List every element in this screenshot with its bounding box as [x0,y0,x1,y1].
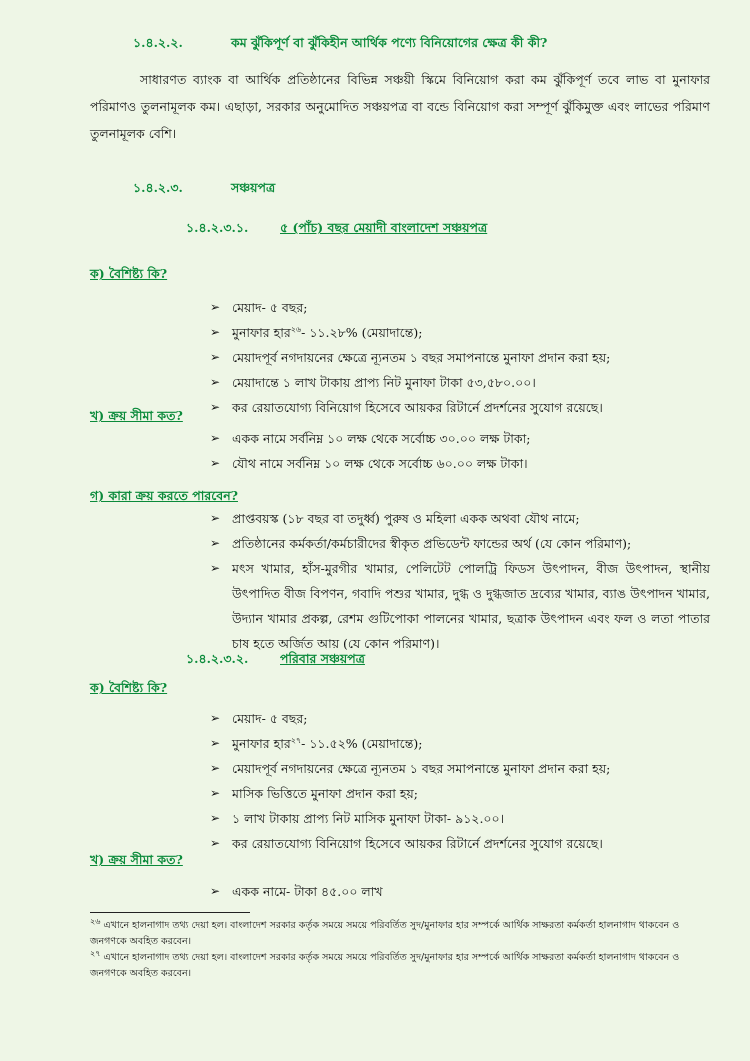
arrow-bullet-icon: ➢ [210,736,221,750]
list-item: ➢ যৌথ নামে সর্বনিম্ন ১০ লক্ষ থেকে সর্বোচ্চ ৬০.০০ লক্ষ টাকা। [210,451,710,476]
features-heading: ক) বৈশিষ্ট্য কি? [90,680,168,695]
list-item: ➢ প্রাপ্তবয়স্ক (১৮ বছর বা তদুর্ধ্ব) পুরুষ ও মহিলা একক অথবা যৌথ নামে; [210,506,710,531]
section-number: ১.৪.২.৩.১. [186,220,249,235]
section-heading-1-4-2-3 [133,180,433,198]
footnote-separator [90,912,250,913]
list-item: ➢ কর রেয়াতযোগ্য বিনিয়োগ হিসেবে আয়কর রিটার্নে প্রদর্শনের সুযোগ রয়েছে। [210,831,710,856]
footnote-mark: ২৬ [90,916,101,926]
footnote: $^{২৭}$ এখানে হালনাগাদ তথ্য দেয়া হল। বাংলাদেশ সরকার কর্তৃক সময়ে সময়ে পরিবর্তিত সুদ/মুনাফার হার সম্পর্কে আর্থিক সাক্ষরতা কর্মকর্তা হালনাগাদ থাকবেন ও জনগণকে অবহিত করবেন। [90,948,680,979]
footnote-ref[interactable]: ২৬ [290,324,302,334]
footnote-ref[interactable]: ২৭ [290,735,302,745]
list-item: ➢ মুনাফার হার$^{২৭}$- ১১.৫২% (মেয়াদান্তে); [210,731,710,756]
arrow-bullet-icon: ➢ [210,511,221,525]
section-title: কম ঝুঁকিপূর্ণ বা ঝুঁকিহীন আর্থিক পণ্যে বিনিয়োগের ক্ষেত্র কী কী? [231,35,548,50]
arrow-bullet-icon: ➢ [210,536,221,550]
arrow-bullet-icon: ➢ [210,400,221,414]
arrow-bullet-icon: ➢ [210,811,221,825]
arrow-bullet-icon: ➢ [210,561,221,575]
list-item: ➢ মৎস খামার, হাঁস-মুরগীর খামার, পেলিটেট পোলট্রি ফিডস উৎপাদন, বীজ উৎপাদন, স্থানীয় উৎপাদিত বীজ বিপণন, গবাদি পশুর খামার, দুগ্ধ ও দুগ্ধজাত দ্রব্যের খামার, ব্যাঙ উৎপাদন খামার, উদ্যান খামার প্রকল্প, রেশম গুটিপোকা পালনের খামার, ছত্রাক উৎপাদন এবং ফল ও লতা পাতার চাষ হতে অর্জিত আয় (যে কোন পরিমাণ)। [210,556,710,656]
section-heading-1-4-2-2 [133,35,733,53]
arrow-bullet-icon: ➢ [210,431,221,445]
arrow-bullet-icon: ➢ [210,375,221,389]
arrow-bullet-icon: ➢ [210,300,221,314]
purchase-limit-heading: খ) ক্রয় সীমা কত? [90,408,183,423]
features-list [210,295,710,420]
list-item: ➢ প্রতিষ্ঠানের কর্মকর্তা/কর্মচারীদের স্বীকৃত প্রভিডেন্ট ফান্ডের অর্থ (যে কোন পরিমাণ); [210,531,710,556]
intro-paragraph: সাধারণত ব্যাংক বা আর্থিক প্রতিষ্ঠানের বিভিন্ন সঞ্চয়ী স্কিমে বিনিয়োগ করা কম ঝুঁকিপূর্ণ তবে লাভ বা মুনাফার পরিমাণও তুলনামূলক কম। এছাড়া, সরকার অনুমোদিত সঞ্চয়পত্র বা বন্ডে বিনিয়োগ করা সম্পূর্ণ ঝুঁকিমুক্ত এবং লাভের পরিমাণ তুলনামূলক বেশি। [90,72,710,141]
purchase-limit-list [210,426,710,476]
footnote: $^{২৬}$ এখানে হালনাগাদ তথ্য দেয়া হল। বাংলাদেশ সরকার কর্তৃক সময়ে সময়ে পরিবর্তিত সুদ/মুনাফার হার সম্পর্কে আর্থিক সাক্ষরতা কর্মকর্তা হালনাগাদ থাকবেন ও জনগণকে অবহিত করবেন। [90,916,680,947]
features-heading: ক) বৈশিষ্ট্য কি? [90,266,168,281]
arrow-bullet-icon: ➢ [210,836,221,850]
purchase-limit-heading: খ) ক্রয় সীমা কত? [90,852,183,867]
list-item: ➢ মাসিক ভিত্তিতে মুনাফা প্রদান করা হয়; [210,781,710,806]
arrow-bullet-icon: ➢ [210,350,221,364]
arrow-bullet-icon: ➢ [210,456,221,470]
list-item: ➢ ১ লাখ টাকায় প্রাপ্য নিট মাসিক মুনাফা টাকা- ৯১২.০০। [210,806,710,831]
list-item: ➢ কর রেয়াতযোগ্য বিনিয়োগ হিসেবে আয়কর রিটার্নে প্রদর্শনের সুযোগ রয়েছে। [210,395,710,420]
list-item: ➢ মুনাফার হার$^{২৬}$- ১১.২৮% (মেয়াদান্তে); [210,320,710,345]
list-item: ➢ মেয়াদ- ৫ বছর; [210,295,710,320]
list-item: ➢ মেয়াদান্তে ১ লাখ টাকায় প্রাপ্য নিট মুনাফা টাকা ৫৩,৫৮০.০০। [210,370,710,395]
section-number: ১.৪.২.২. [133,35,183,50]
section-title: পরিবার সঞ্চয়পত্র [280,651,365,666]
list-item: ➢ একক নামে সর্বনিম্ন ১০ লক্ষ থেকে সর্বোচ্চ ৩০.০০ লক্ষ টাকা; [210,426,710,451]
arrow-bullet-icon: ➢ [210,761,221,775]
features-list [210,706,710,856]
section-title: ৫ (পাঁচ) বছর মেয়াদী বাংলাদেশ সঞ্চয়পত্র [280,220,488,235]
list-item: ➢ মেয়াদপূর্ব নগদায়নের ক্ষেত্রে ন্যূনতম ১ বছর সমাপনান্তে মুনাফা প্রদান করা হয়; [210,345,710,370]
eligibility-heading: গ) কারা ক্রয় করতে পারবেন? [90,488,238,503]
section-number: ১.৪.২.৩. [133,180,183,195]
section-heading-1-4-2-3-1 [186,220,606,238]
arrow-bullet-icon: ➢ [210,786,221,800]
arrow-bullet-icon: ➢ [210,325,221,339]
list-item: ➢ মেয়াদ- ৫ বছর; [210,706,710,731]
arrow-bullet-icon: ➢ [210,884,221,898]
section-heading-1-4-2-3-2 [186,651,486,669]
section-number: ১.৪.২.৩.২. [186,651,249,666]
list-item: ➢ মেয়াদপূর্ব নগদায়নের ক্ষেত্রে ন্যূনতম ১ বছর সমাপনান্তে মুনাফা প্রদান করা হয়; [210,756,710,781]
list-item: ➢ একক নামে- টাকা ৪৫.০০ লাখ [210,879,710,904]
purchase-limit-list [210,879,710,904]
eligibility-list [210,506,710,656]
section-title: সঞ্চয়পত্র [231,180,276,195]
arrow-bullet-icon: ➢ [210,711,221,725]
footnote-mark: ২৭ [90,948,101,958]
